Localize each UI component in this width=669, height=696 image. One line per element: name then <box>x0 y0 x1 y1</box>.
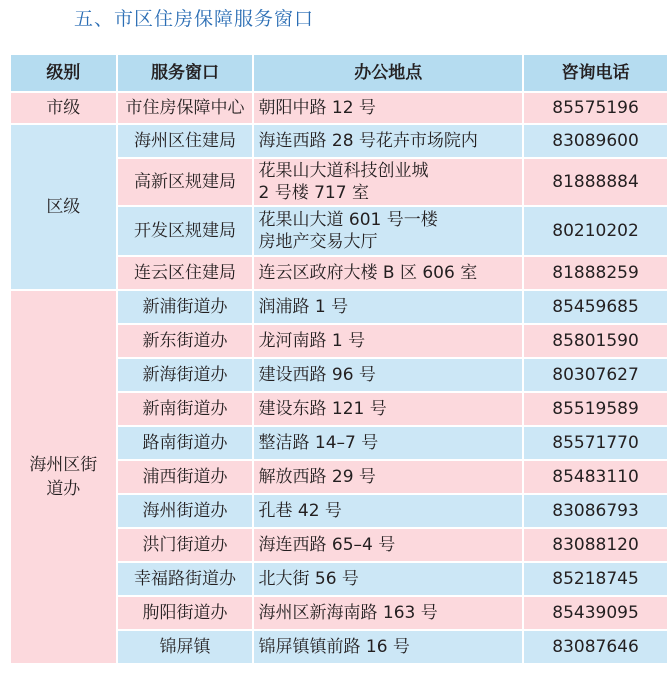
service-window-cell: 路南街道办 <box>118 427 253 459</box>
phone-cell: 80210202 <box>524 207 667 255</box>
address-cell <box>254 257 522 289</box>
address-line: 北大街 56 号 <box>258 569 359 589</box>
phone-cell: 85439095 <box>524 597 667 629</box>
address-line: 龙河南路 1 号 <box>258 331 366 351</box>
address-line: 海连西路 65–4 号 <box>258 535 396 555</box>
address-line: 整洁路 14–7 号 <box>258 433 379 453</box>
service-window-cell: 新南街道办 <box>118 393 253 425</box>
table-row <box>11 93 667 123</box>
address-cell <box>254 325 522 357</box>
address-cell <box>254 93 522 123</box>
phone-cell: 80307627 <box>524 359 667 391</box>
phone-cell: 85483110 <box>524 461 667 493</box>
address-line: 建设西路 96 号 <box>258 365 376 385</box>
service-window-cell: 幸福路街道办 <box>118 563 253 595</box>
table-row <box>11 125 667 157</box>
address-cell <box>254 427 522 459</box>
service-window-cell: 浦西街道办 <box>118 461 253 493</box>
header-window: 服务窗口 <box>118 55 253 91</box>
address-line: 房地产交易大厅 <box>258 232 378 252</box>
service-window-cell: 洪门街道办 <box>118 529 253 561</box>
address-cell <box>254 563 522 595</box>
service-window-cell: 连云区住建局 <box>118 257 253 289</box>
address-cell <box>254 291 522 323</box>
address-cell <box>254 631 522 663</box>
service-window-cell: 朐阳街道办 <box>118 597 253 629</box>
address-line: 润浦路 1 号 <box>258 297 349 317</box>
section-title: 五、市区住房保障服务窗口 <box>74 8 315 30</box>
service-window-cell: 新浦街道办 <box>118 291 253 323</box>
phone-cell: 85801590 <box>524 325 667 357</box>
phone-cell: 85575196 <box>524 93 667 123</box>
address-cell <box>254 159 522 205</box>
service-window-cell: 新东街道办 <box>118 325 253 357</box>
address-line: 花果山大道 601 号一楼 <box>258 210 438 230</box>
address-line: 花果山大道科技创业城 <box>258 161 429 181</box>
service-window-cell: 锦屏镇 <box>118 631 253 663</box>
service-window-cell: 开发区规建局 <box>118 207 253 255</box>
table-row <box>11 291 667 323</box>
address-cell <box>254 461 522 493</box>
phone-cell: 81888259 <box>524 257 667 289</box>
address-cell <box>254 495 522 527</box>
phone-cell: 81888884 <box>524 159 667 205</box>
service-window-cell: 海州街道办 <box>118 495 253 527</box>
level-cell-haizhou: 海州区街道办 <box>11 291 116 663</box>
phone-cell: 83086793 <box>524 495 667 527</box>
service-window-cell: 海州区住建局 <box>118 125 253 157</box>
phone-cell: 85218745 <box>524 563 667 595</box>
level-cell-city: 市级 <box>11 93 116 123</box>
address-line: 朝阳中路 12 号 <box>258 98 376 118</box>
address-cell <box>254 393 522 425</box>
address-line: 2 号楼 717 室 <box>258 183 369 203</box>
service-window-cell: 市住房保障中心 <box>118 93 253 123</box>
table-header-row <box>11 55 667 91</box>
address-line: 建设东路 121 号 <box>258 399 387 419</box>
service-window-cell: 高新区规建局 <box>118 159 253 205</box>
address-line: 海连西路 28 号花卉市场院内 <box>258 131 478 151</box>
phone-cell: 83087646 <box>524 631 667 663</box>
address-cell <box>254 125 522 157</box>
address-line: 锦屏镇镇前路 16 号 <box>258 637 410 657</box>
address-cell <box>254 597 522 629</box>
header-level: 级别 <box>11 55 116 91</box>
phone-cell: 85519589 <box>524 393 667 425</box>
address-line: 海州区新海南路 163 号 <box>258 603 438 623</box>
address-cell <box>254 529 522 561</box>
header-address: 办公地点 <box>254 55 522 91</box>
address-line: 孔巷 42 号 <box>258 501 342 521</box>
header-phone: 咨询电话 <box>524 55 667 91</box>
phone-cell: 85571770 <box>524 427 667 459</box>
phone-cell: 83088120 <box>524 529 667 561</box>
service-window-table <box>9 53 669 665</box>
address-cell <box>254 359 522 391</box>
phone-cell: 83089600 <box>524 125 667 157</box>
phone-cell: 85459685 <box>524 291 667 323</box>
address-line: 连云区政府大楼 B 区 606 室 <box>258 263 478 283</box>
level-cell-district: 区级 <box>11 125 116 289</box>
service-window-cell: 新海街道办 <box>118 359 253 391</box>
address-cell <box>254 207 522 255</box>
address-line: 解放西路 29 号 <box>258 467 376 487</box>
